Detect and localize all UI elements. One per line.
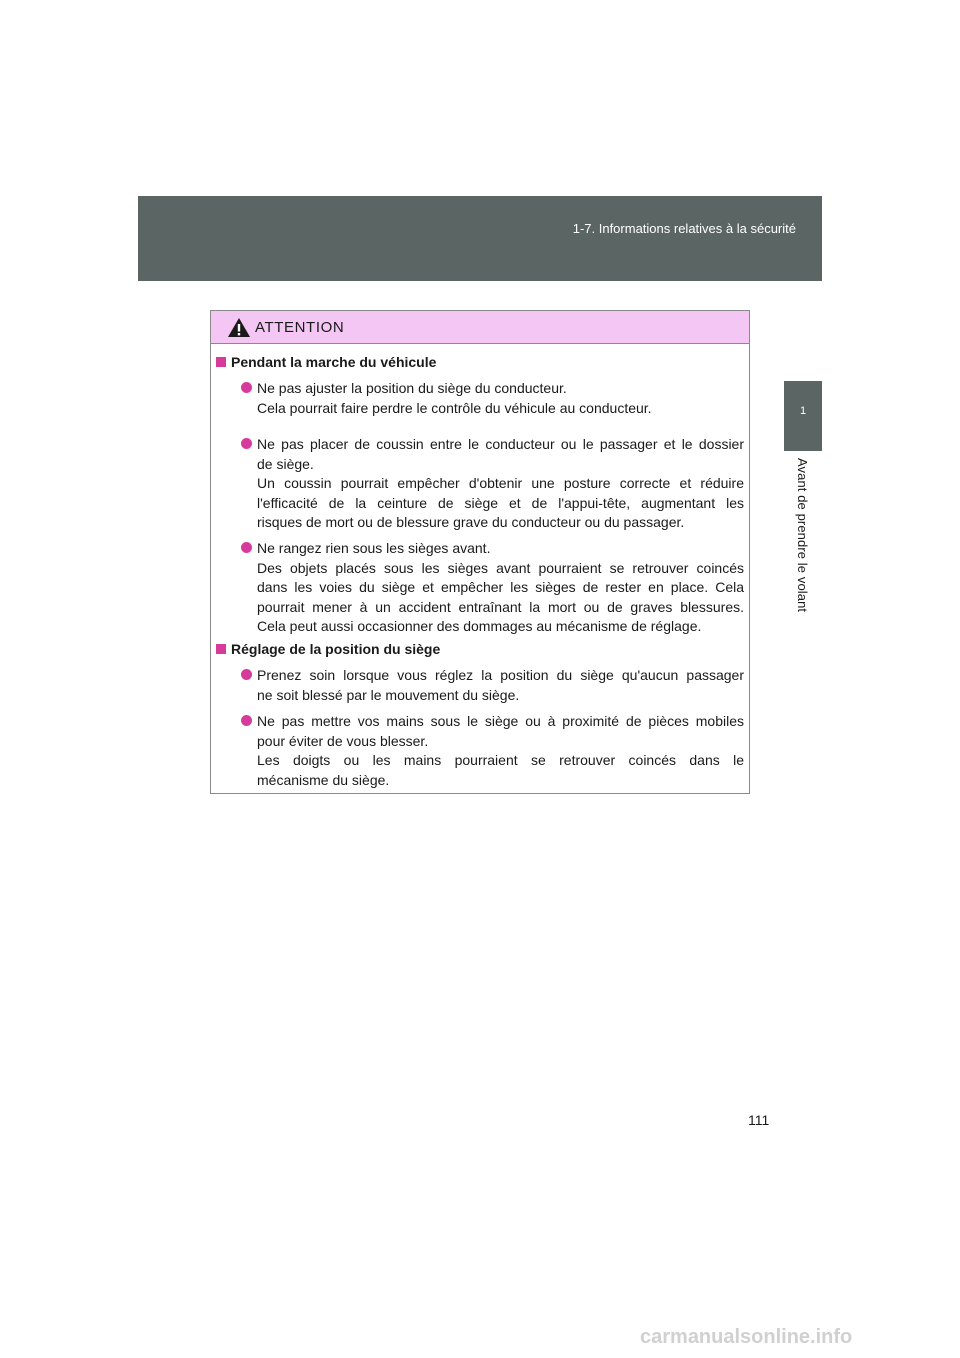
text-line: Des objets placés sous les sièges avant pourraient se retrouver coincés xyxy=(257,559,744,576)
list-item xyxy=(241,712,744,790)
square-bullet-icon xyxy=(216,357,226,367)
square-bullet-icon xyxy=(216,644,226,654)
section-heading xyxy=(216,641,440,657)
text-line: l'efficacité de la ceinture de siège et de l'appui-tête, augmentant les xyxy=(257,494,744,511)
section-heading-text: Pendant la marche du véhicule xyxy=(231,354,437,370)
header-band xyxy=(138,196,822,281)
bullet-dot-icon xyxy=(241,438,252,449)
warning-header xyxy=(211,311,749,344)
section-heading-text: Réglage de la position du siège xyxy=(231,641,441,657)
text-line: pour éviter de vous blesser. xyxy=(257,732,429,749)
bullet-dot-icon xyxy=(241,669,252,680)
section-heading xyxy=(216,354,436,370)
text-line: risques de mort ou de blessure grave du conducteur ou du passager. xyxy=(257,514,685,530)
text-line: mécanisme du siège. xyxy=(257,771,390,788)
list-item xyxy=(241,666,744,705)
bullet-dot-icon xyxy=(241,382,252,393)
page-number: 111 xyxy=(748,1112,770,1128)
text-line: de siège. xyxy=(257,455,314,472)
bullet-dot-icon xyxy=(241,715,252,726)
warning-triangle-icon xyxy=(227,317,251,338)
text-line: Cela peut aussi occasionner des dommages au mécanisme de réglage. xyxy=(257,618,702,634)
text-line: Prenez soin lorsque vous réglez la position du siège qu'aucun passager xyxy=(257,667,744,683)
warning-box xyxy=(210,310,750,794)
text-line: Cela pourrait faire perdre le contrôle du véhicule au conducteur. xyxy=(257,399,652,416)
watermark: carmanualsonline.info xyxy=(640,1326,853,1348)
text-line: Ne rangez rien sous les sièges avant. xyxy=(257,540,491,556)
warning-body xyxy=(211,344,749,793)
bullet-dot-icon xyxy=(241,542,252,553)
list-item xyxy=(241,539,744,637)
text-line: pourrait mener à un accident entraînant la mort ou de graves blessures. xyxy=(257,598,744,615)
chapter-number: 1 xyxy=(799,405,807,417)
section-title: 1-7. Informations relatives à la sécurité xyxy=(572,221,796,236)
text-line: Les doigts ou les mains pourraient se retrouver coincés dans le xyxy=(257,752,744,768)
list-item xyxy=(241,435,744,533)
text-line: Ne pas placer de coussin entre le conducteur ou le passager et le dossier xyxy=(257,436,744,452)
text-line: Ne pas mettre vos mains sous le siège ou à proximité de pièces mobiles xyxy=(257,713,744,729)
text-line: dans les voies du siège et empêcher les sièges de rester en place. Cela xyxy=(257,579,744,595)
chapter-label: Avant de prendre le volant xyxy=(795,458,810,613)
text-line: ne soit blessé par le mouvement du siège. xyxy=(257,686,520,703)
chapter-tab[interactable] xyxy=(784,381,822,451)
text-line: Un coussin pourrait empêcher d'obtenir une posture correcte et réduire xyxy=(257,475,744,491)
list-item xyxy=(241,379,744,418)
text-line: Ne pas ajuster la position du siège du conducteur. xyxy=(257,380,567,396)
warning-title: ATTENTION xyxy=(255,319,345,336)
